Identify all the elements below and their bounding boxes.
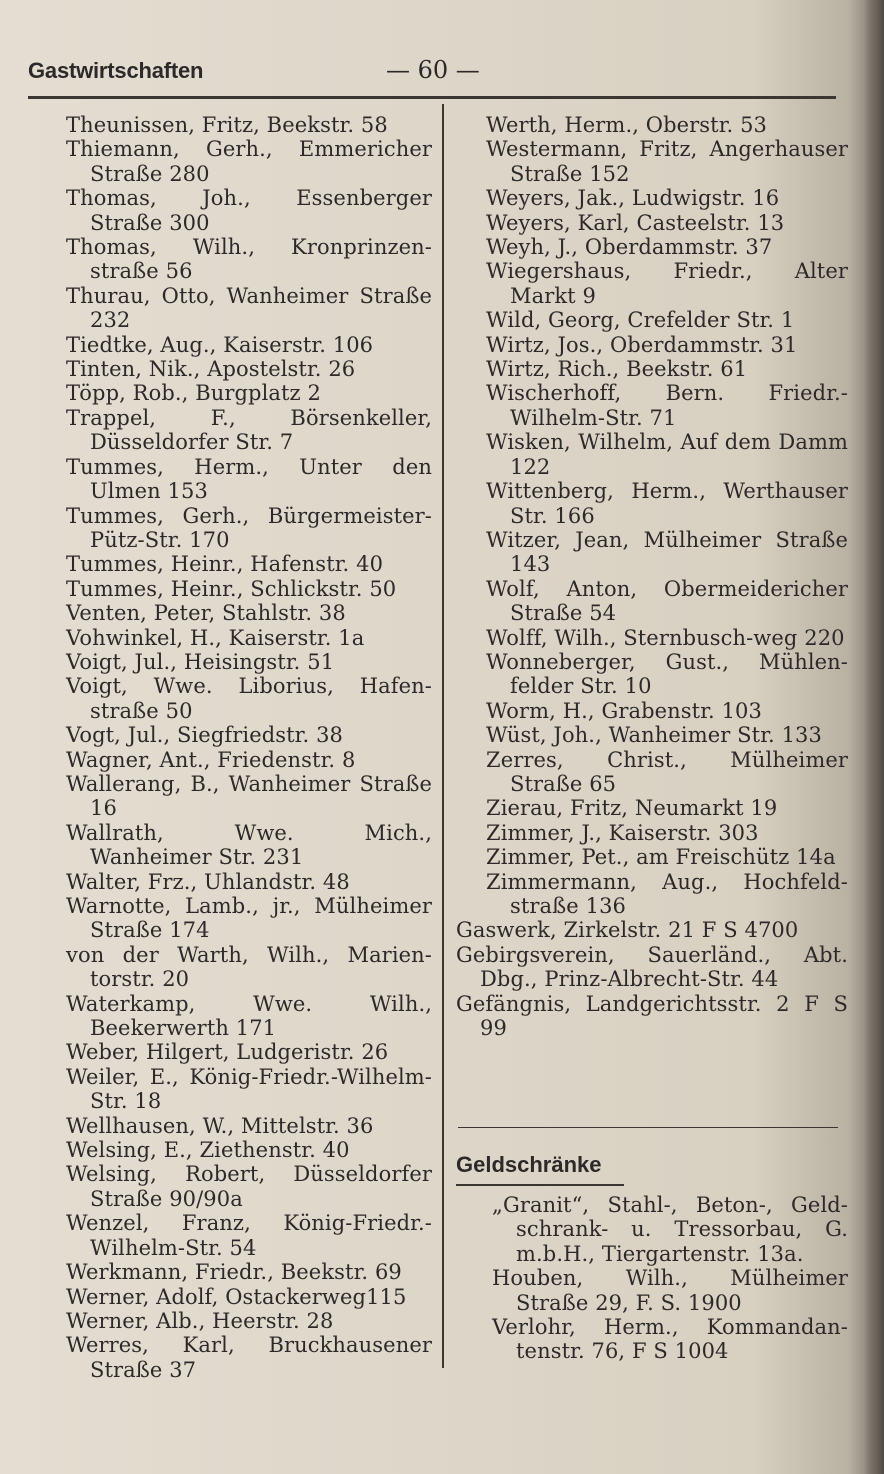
list-item: Zerres, Christ., Mülheimer Straße 65 bbox=[486, 747, 848, 796]
list-item: Welsing, Robert, Düsseldorfer Straße 90/90a bbox=[66, 1162, 432, 1211]
list-item: Westermann, Fritz, Angerhauser Straße 152 bbox=[486, 137, 848, 186]
list-item: Weyers, Karl, Casteelstr. 13 bbox=[486, 210, 785, 235]
list-item: Tummes, Heinr., Schlickstr. 50 bbox=[66, 576, 397, 601]
list-item: Trappel, F., Börsenkeller, Düsseldorfer Str. 7 bbox=[66, 405, 432, 455]
list-item: Walter, Frz., Uhlandstr. 48 bbox=[66, 869, 350, 894]
list-item: Wolf, Anton, Obermeidericher Straße 54 bbox=[486, 576, 848, 626]
list-item: Warnotte, Lamb., jr., Mülheimer Straße 174 bbox=[66, 894, 432, 943]
list-item: Werner, Alb., Heerstr. 28 bbox=[66, 1308, 334, 1333]
list-item: Werth, Herm., Oberstr. 53 bbox=[486, 113, 768, 137]
list-item: von der Warth, Wilh., Marien-torstr. 20 bbox=[66, 942, 432, 992]
list-item: Wenzel, Franz, König-Friedr.-Wilhelm-Str. 54 bbox=[66, 1211, 432, 1260]
list-item: Verlohr, Herm., Kommandan-tenstr. 76, F S 1004 bbox=[492, 1315, 848, 1364]
list-item: Weyh, J., Oberdammstr. 37 bbox=[486, 235, 773, 260]
list-item: Werner, Adolf, Ostackerweg115 bbox=[66, 1284, 407, 1309]
list-item: Thomas, Joh., Essenberger Straße 300 bbox=[66, 186, 432, 235]
list-item: Vogt, Jul., Siegfriedstr. 38 bbox=[66, 723, 343, 748]
list-item: Weiler, E., König-Friedr.-Wilhelm-Str. 18 bbox=[66, 1064, 432, 1114]
list-item: Gaswerk, Zirkelstr. 21 F S 4700 bbox=[456, 918, 799, 943]
list-item: Wolff, Wilh., Sternbusch-weg 220 bbox=[486, 625, 845, 650]
list-item: Tummes, Gerh., Bürgermeister-Pütz-Str. 170 bbox=[66, 503, 432, 552]
list-item: Wellhausen, W., Mittelstr. 36 bbox=[66, 1113, 374, 1138]
list-item: Wisken, Wilhelm, Auf dem Damm 122 bbox=[486, 430, 848, 479]
section-separator bbox=[458, 1127, 838, 1128]
list-item: Wagner, Ant., Friedenstr. 8 bbox=[66, 747, 356, 772]
list-item: Werkmann, Friedr., Beekstr. 69 bbox=[66, 1260, 402, 1285]
list-item: Tiedtke, Aug., Kaiserstr. 106 bbox=[66, 332, 374, 357]
list-item: Zimmer, J., Kaiserstr. 303 bbox=[486, 820, 759, 845]
left-column bbox=[66, 113, 432, 1382]
list-item: Wild, Georg, Crefelder Str. 1 bbox=[486, 308, 795, 333]
list-item: Thomas, Wilh., Kronprinzen-straße 56 bbox=[66, 235, 432, 284]
section-entries bbox=[492, 1193, 848, 1364]
right-column bbox=[456, 113, 848, 1040]
list-item: Gebirgsverein, Sauerländ., Abt. Dbg., Prinz-Albrecht-Str. 44 bbox=[456, 942, 848, 992]
section-heading-underline bbox=[456, 1184, 624, 1186]
list-item: Wallerang, B., Wanheimer Straße 16 bbox=[66, 771, 432, 821]
list-item: „Granit“, Stahl-, Beton-, Geld-schrank- u. Tressorbau, G. m.b.H., Tiergartenstr. 13a. bbox=[492, 1193, 848, 1266]
list-item: Zimmermann, Aug., Hochfeld-straße 136 bbox=[486, 869, 848, 918]
list-item: Venten, Peter, Stahlstr. 38 bbox=[66, 601, 346, 626]
list-item: Weber, Hilgert, Ludgeristr. 26 bbox=[66, 1040, 389, 1065]
list-item: Thiemann, Gerh., Emmericher Straße 280 bbox=[66, 137, 432, 186]
list-item: Weyers, Jak., Ludwigstr. 16 bbox=[486, 186, 780, 211]
list-item: Tummes, Herm., Unter den Ulmen 153 bbox=[66, 454, 432, 504]
list-item: Wirtz, Rich., Beekstr. 61 bbox=[486, 357, 748, 382]
column-divider bbox=[442, 104, 444, 1368]
page-number: — 60 — bbox=[386, 56, 480, 84]
list-item: Wiegershaus, Friedr., Alter Markt 9 bbox=[486, 259, 848, 308]
list-item: Werres, Karl, Bruckhausener Straße 37 bbox=[66, 1333, 432, 1382]
list-item: Gefängnis, Landgerichtsstr. 2 F S 99 bbox=[456, 991, 848, 1041]
list-item: Wirtz, Jos., Oberdammstr. 31 bbox=[486, 332, 798, 357]
list-item: Tummes, Heinr., Hafenstr. 40 bbox=[66, 552, 384, 577]
list-item: Tinten, Nik., Apostelstr. 26 bbox=[66, 357, 356, 382]
list-item: Witzer, Jean, Mülheimer Straße 143 bbox=[486, 527, 848, 577]
list-item: Theunissen, Fritz, Beekstr. 58 bbox=[66, 113, 388, 137]
list-item: Wittenberg, Herm., Werthauser Str. 166 bbox=[486, 479, 848, 528]
list-item: Wüst, Joh., Wanheimer Str. 133 bbox=[486, 723, 822, 748]
page-edge-shadow bbox=[864, 0, 884, 1474]
list-item: Wonneberger, Gust., Mühlen-felder Str. 10 bbox=[486, 649, 848, 699]
list-item: Voigt, Jul., Heisingstr. 51 bbox=[66, 649, 335, 674]
list-item: Welsing, E., Ziethenstr. 40 bbox=[66, 1138, 350, 1163]
list-item: Vohwinkel, H., Kaiserstr. 1a bbox=[66, 625, 365, 650]
list-item: Zimmer, Pet., am Freischütz 14a bbox=[486, 845, 836, 870]
running-header-section: Gastwirtschaften bbox=[28, 58, 204, 83]
section-heading: Geldschränke bbox=[456, 1152, 602, 1177]
list-item: Wischerhoff, Bern. Friedr.-Wilhelm-Str. 71 bbox=[486, 381, 848, 430]
list-item: Waterkamp, Wwe. Wilh., Beekerwerth 171 bbox=[66, 991, 432, 1041]
list-item: Töpp, Rob., Burgplatz 2 bbox=[66, 381, 321, 406]
header-rule bbox=[28, 96, 836, 99]
list-item: Zierau, Fritz, Neumarkt 19 bbox=[486, 796, 778, 821]
list-item: Voigt, Wwe. Liborius, Hafen-straße 50 bbox=[66, 674, 432, 723]
list-item: Worm, H., Grabenstr. 103 bbox=[486, 698, 762, 723]
list-item: Wallrath, Wwe. Mich., Wanheimer Str. 231 bbox=[66, 820, 432, 870]
list-item: Thurau, Otto, Wanheimer Straße 232 bbox=[66, 283, 432, 333]
list-item: Houben, Wilh., Mülheimer Straße 29, F. S. 1900 bbox=[492, 1266, 848, 1315]
